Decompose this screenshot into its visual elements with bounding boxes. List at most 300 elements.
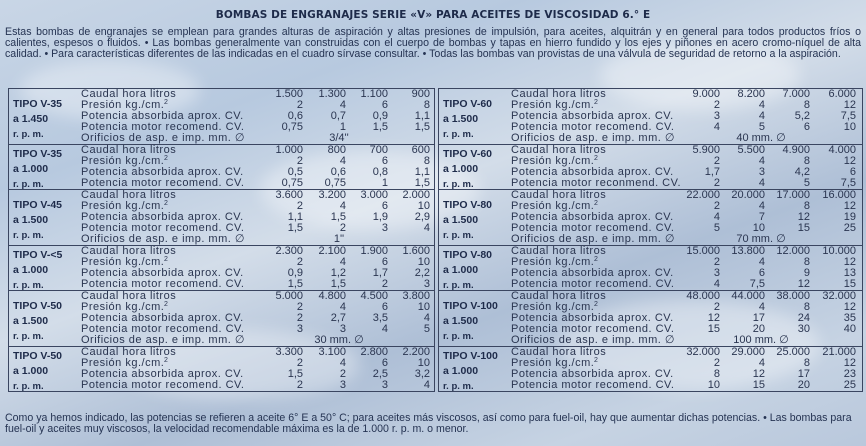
cell-value: 5 — [758, 121, 765, 133]
cell-value: 7.000 — [782, 88, 810, 100]
data-row-presion: Presión kg./cm. 2 2 4 6 10 — [81, 200, 430, 212]
data-row-caudal — [439, 347, 862, 358]
cell-value: 1,1 — [287, 211, 303, 223]
cell-value: 2 — [713, 357, 720, 369]
cell-value: 3.300 — [275, 346, 303, 358]
pump-type: TIPO V-<5 — [13, 249, 63, 261]
cell-value: 4 — [339, 357, 346, 369]
cell-value: 20 — [752, 323, 765, 335]
row-label: Presión kg./cm. — [511, 200, 595, 212]
cell-value: 4 — [423, 312, 430, 324]
cell-value: 32.000 — [686, 346, 720, 358]
cell-value: 5.900 — [692, 144, 720, 156]
cell-value: 2 — [296, 200, 303, 212]
pump-block — [9, 291, 434, 347]
data-row-caudal — [439, 291, 862, 302]
cell-value: 1,1 — [414, 110, 430, 122]
cell-value: 600 — [411, 144, 430, 156]
data-row-caudal — [439, 145, 862, 156]
pump-block — [439, 347, 862, 391]
row-label: Presión kg./cm. — [81, 301, 165, 313]
pump-block — [439, 190, 862, 246]
cell-value: 3 — [713, 110, 720, 122]
cell-value: 8 — [423, 99, 430, 111]
cell-value: 4 — [713, 211, 720, 223]
cell-value: 2.100 — [318, 245, 346, 257]
cell-value: 4 — [758, 256, 765, 268]
cell-value: 2 — [713, 177, 720, 189]
cell-value: 12 — [843, 200, 856, 212]
cell-value: 15 — [707, 323, 720, 335]
data-row-caudal — [9, 190, 434, 201]
cell-value: 6 — [849, 166, 856, 178]
cell-value: 1,5 — [372, 121, 388, 133]
cell-value: 25 — [843, 379, 856, 391]
cell-value: 10 — [417, 256, 430, 268]
cell-value: 2.800 — [360, 346, 388, 358]
cell-value: 2 — [339, 368, 346, 380]
cell-value: 15 — [843, 278, 856, 290]
cell-value: 15.000 — [686, 245, 720, 257]
cell-value: 4 — [713, 278, 720, 290]
cell-value: 4 — [758, 200, 765, 212]
row-label: Caudal hora litros — [81, 144, 177, 156]
footer-note: Como ya hemos indicado, las potencias se refieren a aceite 6° E a 50° C; para aceites más viscosos, así como para fuel-oil, hay que aumentar dichas potencias. • Las bombas para fuel-oil y aceites muy viscosos, la velocidad recomendable máxima es la de 1.000 r. p. m. o menor. — [5, 412, 852, 435]
cell-value: 3 — [296, 323, 303, 335]
data-row-motor — [439, 279, 862, 290]
cell-value: 4 — [758, 99, 765, 111]
cell-value: 7,5 — [749, 278, 765, 290]
data-row-orificios — [439, 133, 862, 144]
row-label: Potencia motor recomend. CV. — [511, 121, 675, 133]
cell-value: 5 — [803, 177, 810, 189]
cell-value: 21.000 — [822, 346, 856, 358]
pump-block — [439, 246, 862, 291]
cell-value: 0,6 — [287, 110, 303, 122]
cell-value: 3.200 — [318, 189, 346, 201]
data-row-presion: Presión kg./cm. 2 2 4 8 12 — [511, 301, 856, 313]
cell-value: 13 — [843, 267, 856, 279]
pump-speed: a 1.000 — [13, 264, 49, 276]
cell-value: 2 — [296, 99, 303, 111]
cell-value: 1,5 — [330, 211, 346, 223]
cell-value: 7,5 — [840, 177, 856, 189]
rpm-unit: r. p. m. — [13, 230, 44, 241]
cell-value: 4 — [339, 99, 346, 111]
row-label: Caudal hora litros — [511, 144, 607, 156]
row-label: Caudal hora litros — [81, 245, 177, 257]
cell-value: 1,5 — [287, 222, 303, 234]
rpm-unit: r. p. m. — [13, 129, 44, 140]
row-label: Orificios de asp. e imp. mm. ∅ — [511, 334, 675, 346]
row-label: Potencia absorbida aprox. CV. — [511, 211, 674, 223]
cell-value: 6 — [381, 301, 388, 313]
cell-value: 9.000 — [692, 88, 720, 100]
pump-type: TIPO V-60 — [443, 148, 493, 160]
cell-value: 4 — [758, 155, 765, 167]
cell-value: 8 — [803, 155, 810, 167]
cell-value: 1.900 — [360, 245, 388, 257]
intro-paragraph: Estas bombas de engranajes se emplean para grandes alturas de aspiración y altas presiones de impulsión, para aceites, alquitrán y en general para todos productos fríos o calientes, espesos o fluidos. • Las bombas generalmente van construidas con el cuerpo de bombas y tapas en hierro fundido y los ejes y piñones en acero cromo-níquel de alta calidad. • Para características diferentes de las indicadas en el cuadro sírvase consultar. • Todas las bombas van provistas de una válvula de seguridad de retorno a la aspiración. — [5, 26, 861, 60]
cell-value: 1 — [339, 121, 346, 133]
cell-value: 32.000 — [822, 290, 856, 302]
cell-value: 6 — [803, 121, 810, 133]
cell-value: 2 — [713, 99, 720, 111]
cell-value: 2.000 — [402, 189, 430, 201]
pump-speed: a 1.500 — [443, 113, 479, 125]
pump-type: TIPO V-100 — [443, 350, 498, 362]
data-row-orificios — [9, 133, 434, 144]
row-label: Presión kg./cm. — [511, 256, 595, 268]
cell-value: 7,5 — [840, 110, 856, 122]
cell-value: 8 — [423, 155, 430, 167]
row-label: Potencia motor reconmend. CV. — [511, 177, 682, 189]
cell-value: 20.000 — [731, 189, 765, 201]
cell-value: 8 — [713, 368, 720, 380]
pump-speed: a 1.000 — [13, 365, 49, 377]
cell-value: 23 — [843, 368, 856, 380]
cell-value: 2 — [296, 357, 303, 369]
page-title: BOMBAS DE ENGRANAJES SERIE «V» PARA ACEITES DE VISCOSIDAD 6.° E — [215, 9, 651, 21]
cell-value: 900 — [411, 88, 430, 100]
row-label: Potencia motor recomend. CV. — [81, 278, 245, 290]
row-label: Potencia absorbida aprox. CV. — [511, 267, 674, 279]
cell-value: 0,75 — [324, 177, 346, 189]
data-row-orificios — [9, 234, 434, 245]
cell-value: 6 — [381, 155, 388, 167]
pump-speed: a 1.000 — [13, 163, 49, 175]
data-row-presion: Presión kg./cm. 2 2 4 6 8 — [81, 99, 430, 111]
pump-type: TIPO V-100 — [443, 300, 498, 312]
cell-value: 17.000 — [776, 189, 810, 201]
data-row-orificios — [9, 335, 434, 346]
pump-speed: a 1.000 — [443, 365, 479, 377]
right-pump-table — [438, 88, 863, 392]
rpm-unit: r. p. m. — [13, 280, 44, 291]
cell-value: 4 — [339, 256, 346, 268]
pump-type: TIPO V-80 — [443, 249, 493, 261]
cell-value: 2 — [296, 379, 303, 391]
row-label: Potencia absorbida aprox. CV. — [81, 368, 244, 380]
pump-block — [9, 145, 434, 190]
pump-speed: a 1.450 — [13, 113, 49, 125]
cell-value: 3 — [758, 166, 765, 178]
data-row-presion: Presión kg./cm. 2 2 4 6 10 — [81, 301, 430, 313]
cell-value: 20 — [797, 379, 810, 391]
cell-value: 1 — [381, 177, 388, 189]
cell-value: 2 — [296, 155, 303, 167]
cell-value: 6 — [381, 256, 388, 268]
cell-value: 1,5 — [287, 368, 303, 380]
data-row-presion: Presión kg./cm. 2 2 4 6 8 — [81, 155, 430, 167]
row-label: Caudal hora litros — [511, 346, 607, 358]
cell-value: 0,8 — [372, 166, 388, 178]
cell-value: 2.300 — [275, 245, 303, 257]
data-row-motor — [439, 380, 862, 391]
cell-value: 2 — [296, 312, 303, 324]
cell-value: 2 — [713, 256, 720, 268]
cell-value: 2,9 — [414, 211, 430, 223]
cell-value: 7 — [758, 211, 765, 223]
cell-value: 17 — [797, 368, 810, 380]
cell-value: 19 — [843, 211, 856, 223]
row-label: Presión kg./cm. — [81, 357, 165, 369]
pump-type: TIPO V-50 — [13, 350, 63, 362]
cell-value: 38.000 — [776, 290, 810, 302]
cell-value: 4 — [339, 155, 346, 167]
cell-value: 4.800 — [318, 290, 346, 302]
cell-value: 12 — [752, 368, 765, 380]
cell-value: 3,2 — [414, 368, 430, 380]
cell-value: 0,9 — [287, 267, 303, 279]
row-label: Potencia motor recomend. CV. — [81, 121, 245, 133]
cell-value: 2 — [713, 200, 720, 212]
data-row-orificios — [439, 234, 862, 245]
orifice-size: 30 mm. ∅ — [314, 334, 364, 346]
rpm-unit: r. p. m. — [443, 381, 474, 392]
orifice-size: 70 mm. ∅ — [736, 233, 786, 245]
cell-value: 1,7 — [372, 267, 388, 279]
cell-value: 5 — [423, 323, 430, 335]
data-row-caudal — [439, 89, 862, 100]
cell-value: 12.000 — [776, 245, 810, 257]
cell-value: 5.000 — [275, 290, 303, 302]
row-label: Potencia motor recomend. CV. — [81, 222, 245, 234]
rpm-unit: r. p. m. — [443, 129, 474, 140]
cell-value: 9 — [803, 267, 810, 279]
cell-value: 4 — [339, 301, 346, 313]
rpm-unit: r. p. m. — [443, 230, 474, 241]
cell-value: 4 — [758, 357, 765, 369]
cell-value: 0,75 — [281, 121, 303, 133]
cell-value: 1,5 — [414, 121, 430, 133]
row-label: Potencia absorbida aprox. CV. — [81, 166, 244, 178]
cell-value: 12 — [843, 155, 856, 167]
data-row-caudal — [9, 246, 434, 257]
cell-value: 29.000 — [731, 346, 765, 358]
cell-value: 8 — [803, 301, 810, 313]
rpm-unit: r. p. m. — [13, 179, 44, 190]
pump-speed: a 1.500 — [443, 214, 479, 226]
row-label: Caudal hora litros — [511, 189, 607, 201]
data-row-motor — [9, 178, 434, 189]
cell-value: 1,1 — [414, 166, 430, 178]
cell-value: 3,5 — [372, 312, 388, 324]
row-label: Potencia absorbida aprox. CV. — [511, 110, 674, 122]
row-label: Presión kg./cm. — [511, 357, 595, 369]
data-row-motor — [9, 279, 434, 290]
cell-value: 1,5 — [287, 278, 303, 290]
cell-value: 5,2 — [794, 110, 810, 122]
data-row-presion: Presión kg./cm. 2 2 4 6 10 — [81, 357, 430, 369]
row-label: Potencia absorbida aprox. CV. — [81, 312, 244, 324]
row-label: Potencia absorbida aprox. CV. — [81, 267, 244, 279]
data-row-caudal — [439, 246, 862, 257]
cell-value: 0,5 — [287, 166, 303, 178]
cell-value: 4 — [758, 177, 765, 189]
cell-value: 4 — [423, 222, 430, 234]
cell-value: 25.000 — [776, 346, 810, 358]
cell-value: 10 — [417, 200, 430, 212]
pump-type: TIPO V-35 — [13, 98, 63, 110]
cell-value: 15 — [752, 379, 765, 391]
cell-value: 5 — [713, 222, 720, 234]
row-label: Presión kg./cm. — [81, 155, 165, 167]
pump-type: TIPO V-50 — [13, 300, 63, 312]
pump-speed: a 1.500 — [13, 214, 49, 226]
cell-value: 2,7 — [330, 312, 346, 324]
cell-value: 4 — [758, 110, 765, 122]
pump-block — [9, 190, 434, 246]
data-row-presion: Presión kg./cm. 2 2 4 8 12 — [511, 200, 856, 212]
cell-value: 5.500 — [737, 144, 765, 156]
pump-block — [439, 291, 862, 347]
cell-value: 3.000 — [360, 189, 388, 201]
cell-value: 1.500 — [275, 88, 303, 100]
cell-value: 8 — [803, 357, 810, 369]
cell-value: 2 — [339, 222, 346, 234]
row-label: Potencia motor recomend. CV. — [511, 278, 675, 290]
cell-value: 2 — [713, 155, 720, 167]
cell-value: 12 — [843, 357, 856, 369]
cell-value: 3 — [381, 222, 388, 234]
row-label: Caudal hora litros — [81, 346, 177, 358]
cell-value: 3 — [339, 323, 346, 335]
cell-value: 12 — [843, 256, 856, 268]
pump-speed: a 1.500 — [443, 315, 479, 327]
cell-value: 44.000 — [731, 290, 765, 302]
row-label: Presión kg./cm. — [81, 256, 165, 268]
pump-speed: a 1.000 — [443, 163, 479, 175]
cell-value: 8 — [803, 256, 810, 268]
cell-value: 4 — [339, 200, 346, 212]
cell-value: 12 — [707, 312, 720, 324]
orifice-size: 100 mm. ∅ — [733, 334, 789, 346]
cell-value: 40 — [843, 323, 856, 335]
data-row-motor — [439, 178, 862, 189]
cell-value: 4.900 — [782, 144, 810, 156]
left-pump-table — [8, 88, 435, 392]
cell-value: 1.000 — [275, 144, 303, 156]
row-label: Potencia motor recomend. CV. — [511, 222, 675, 234]
cell-value: 2 — [713, 301, 720, 313]
data-row-presion: Presión kg./cm. 2 2 4 8 12 — [511, 357, 856, 369]
cell-value: 2,5 — [372, 368, 388, 380]
row-label: Potencia absorbida aprox. CV. — [511, 166, 674, 178]
cell-value: 700 — [369, 144, 388, 156]
cell-value: 2 — [296, 301, 303, 313]
cell-value: 3.600 — [275, 189, 303, 201]
cell-value: 6 — [381, 357, 388, 369]
cell-value: 1,5 — [330, 278, 346, 290]
cell-value: 10 — [417, 357, 430, 369]
cell-value: 4.000 — [828, 144, 856, 156]
cell-value: 10 — [707, 379, 720, 391]
cell-value: 6.000 — [828, 88, 856, 100]
row-label: Potencia motor recomend. CV. — [81, 379, 245, 391]
cell-value: 13.800 — [731, 245, 765, 257]
data-row-caudal — [9, 145, 434, 156]
cell-value: 4 — [423, 379, 430, 391]
row-label: Orificios de asp. e imp. mm. ∅ — [81, 132, 245, 144]
pump-block — [439, 89, 862, 145]
row-label: Presión kg./cm. — [511, 99, 595, 111]
rpm-unit: r. p. m. — [443, 331, 474, 342]
cell-value: 4 — [381, 323, 388, 335]
cell-value: 6 — [381, 200, 388, 212]
row-label: Presión kg./cm. — [81, 200, 165, 212]
cell-value: 1.300 — [318, 88, 346, 100]
cell-value: 0,9 — [372, 110, 388, 122]
cell-value: 10 — [843, 121, 856, 133]
cell-value: 3.100 — [318, 346, 346, 358]
cell-value: 2 — [381, 278, 388, 290]
cell-value: 10 — [752, 222, 765, 234]
row-label: Caudal hora litros — [511, 245, 607, 257]
cell-value: 8 — [803, 200, 810, 212]
row-label: Potencia motor recomend. CV. — [511, 323, 675, 335]
rpm-unit: r. p. m. — [13, 381, 44, 392]
cell-value: 12 — [843, 301, 856, 313]
cell-value: 22.000 — [686, 189, 720, 201]
orifice-size: 1'' — [333, 233, 345, 245]
cell-value: 3 — [339, 379, 346, 391]
cell-value: 8.200 — [737, 88, 765, 100]
data-row-presion: Presión kg./cm. 2 2 4 6 10 — [81, 256, 430, 268]
cell-value: 12 — [843, 99, 856, 111]
pump-speed: a 1.000 — [443, 264, 479, 276]
cell-value: 1,9 — [372, 211, 388, 223]
rpm-unit: r. p. m. — [13, 331, 44, 342]
pump-speed: a 1.500 — [13, 315, 49, 327]
cell-value: 1.100 — [360, 88, 388, 100]
cell-value: 1,2 — [330, 267, 346, 279]
data-row-caudal — [9, 89, 434, 100]
cell-value: 30 — [797, 323, 810, 335]
data-row-motor — [9, 380, 434, 391]
row-label: Potencia absorbida aprox. CV. — [511, 312, 674, 324]
cell-value: 1,7 — [704, 166, 720, 178]
cell-value: 10.000 — [822, 245, 856, 257]
row-label: Presión kg./cm. — [81, 99, 165, 111]
rpm-unit: r. p. m. — [443, 179, 474, 190]
cell-value: 2,2 — [414, 267, 430, 279]
cell-value: 25 — [843, 222, 856, 234]
row-label: Potencia absorbida aprox. CV. — [511, 368, 674, 380]
cell-value: 3 — [713, 267, 720, 279]
data-row-presion: Presión kg./cm. 2 2 4 8 12 — [511, 99, 856, 111]
data-row-orificios — [439, 335, 862, 346]
row-label: Potencia motor recomend. CV. — [81, 323, 245, 335]
pump-type: TIPO V-35 — [13, 148, 63, 160]
pump-type: TIPO V-45 — [13, 199, 63, 211]
row-label: Caudal hora litros — [81, 290, 177, 302]
cell-value: 17 — [752, 312, 765, 324]
row-label: Orificios de asp. e imp. mm. ∅ — [81, 334, 245, 346]
row-label: Caudal hora litros — [81, 88, 177, 100]
row-label: Potencia motor recomend. CV. — [81, 177, 245, 189]
cell-value: 0,7 — [330, 110, 346, 122]
pump-type: TIPO V-60 — [443, 98, 493, 110]
orifice-size: 40 mm. ∅ — [736, 132, 786, 144]
cell-value: 4 — [758, 301, 765, 313]
data-row-presion: Presión kg./cm. 2 2 4 8 12 — [511, 256, 856, 268]
row-label: Presión kg./cm. — [511, 155, 595, 167]
data-row-caudal — [9, 291, 434, 302]
pump-block — [439, 145, 862, 190]
row-label: Potencia absorbida aprox. CV. — [81, 211, 244, 223]
row-label: Orificios de asp. e imp. mm. ∅ — [511, 132, 675, 144]
